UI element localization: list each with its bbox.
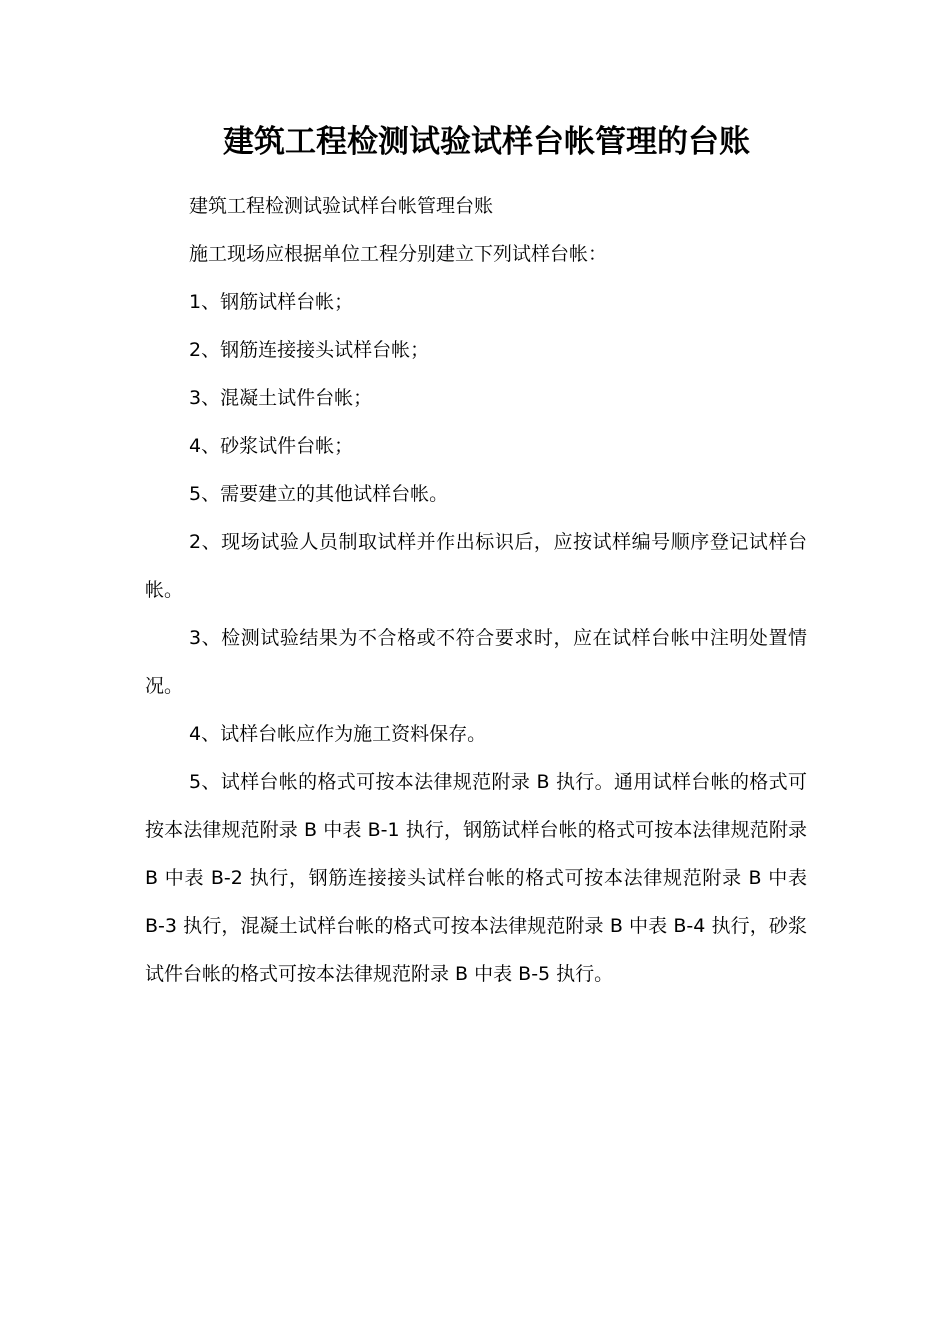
paragraph-archive: 4、试样台帐应作为施工资料保存。 [189, 723, 487, 745]
list-item-joint-ledger: 2、钢筋连接接头试样台帐； [189, 339, 430, 361]
paragraph-subtitle: 建筑工程检测试验试样台帐管理台账 [189, 195, 494, 217]
paragraph-nonconformity: 3、检测试验结果为不合格或不符合要求时，应在试样台帐中注明处置情况。 [145, 627, 807, 697]
list-item-steel-ledger: 1、钢筋试样台帐； [189, 291, 354, 313]
document-title: 建筑工程检测试验试样台帐管理的台账 [223, 124, 750, 160]
paragraph-intro: 施工现场应根据单位工程分别建立下列试样台帐： [189, 243, 608, 265]
list-item-other-ledger: 5、需要建立的其他试样台帐。 [189, 483, 449, 505]
paragraph-format: 5、试样台帐的格式可按本法律规范附录 B 执行。通用试样台帐的格式可按本法律规范附录 B 中表 B-1 执行，钢筋试样台帐的格式可按本法律规范附录 B 中表 B-2 执行，钢筋连接接头试样台帐的格式可按本法律规范附录 B 中表 B-3 执行，混凝土试样台帐的格式可按本法律规范附录 B 中表 B-4 执行，砂浆试件台帐的格式可按本法律规范附录 B 中表 B-5 执行。 [145, 771, 807, 985]
list-item-mortar-ledger: 4、砂浆试件台帐； [189, 435, 354, 457]
paragraph-registration: 2、现场试验人员制取试样并作出标识后，应按试样编号顺序登记试样台帐。 [145, 531, 807, 601]
list-item-concrete-ledger: 3、混凝土试件台帐； [189, 387, 373, 409]
document-body [145, 182, 807, 998]
